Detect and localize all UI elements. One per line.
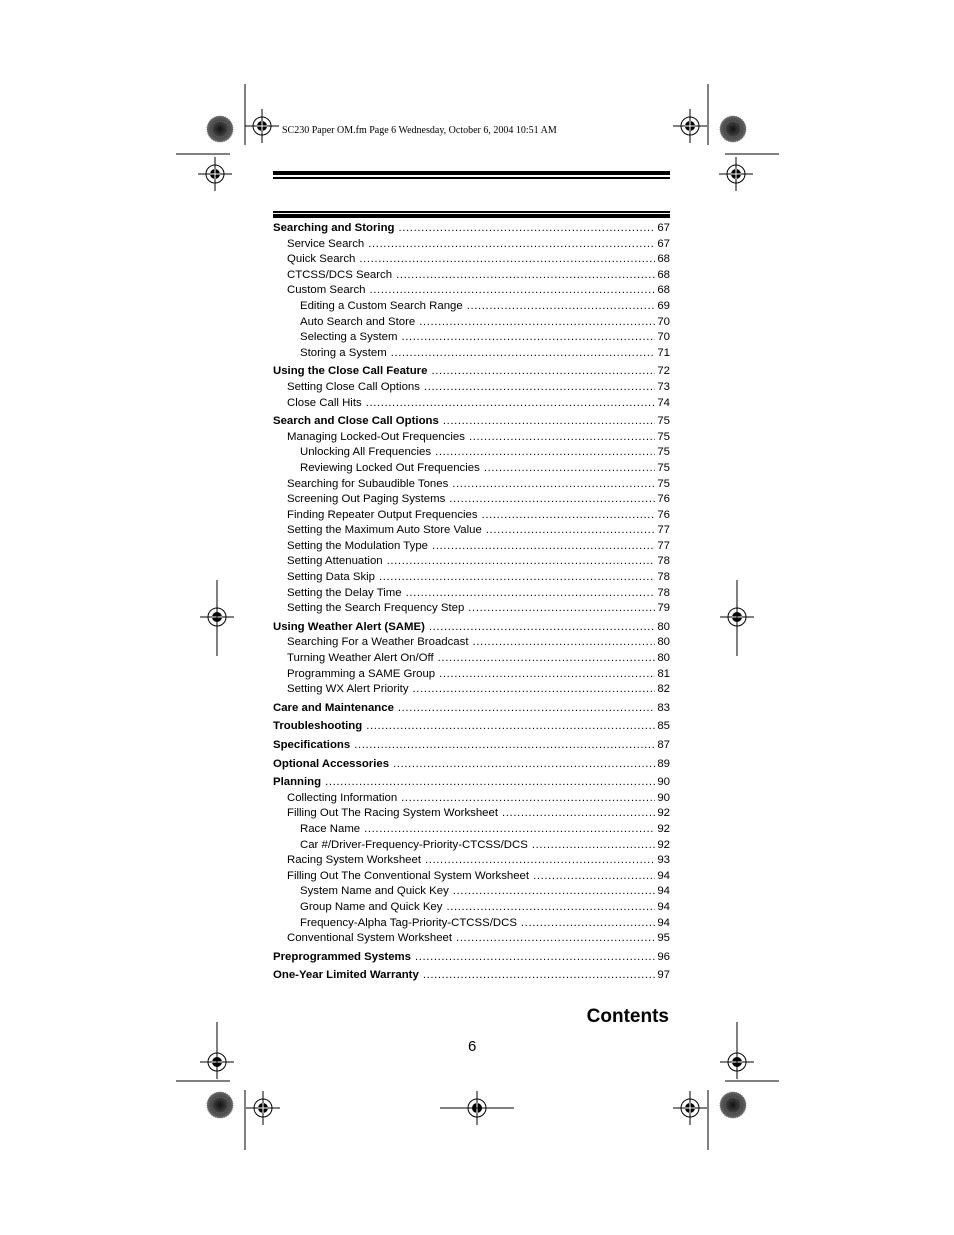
toc-entry bbox=[273, 283, 670, 299]
dot-leader bbox=[456, 931, 655, 947]
toc-entry-label: Searching for Subaudible Tones bbox=[287, 477, 449, 490]
toc-entry-page: 73 bbox=[657, 380, 670, 393]
toc-entry-label: Collecting Information bbox=[287, 791, 398, 804]
registration-mark-icon bbox=[673, 109, 707, 143]
dot-leader bbox=[364, 822, 655, 838]
star-target-icon bbox=[720, 1092, 746, 1118]
dot-leader bbox=[439, 667, 655, 683]
toc-entry-page: 85 bbox=[657, 720, 670, 733]
toc-entry-label: Setting Data Skip bbox=[287, 571, 376, 584]
toc-section-entry bbox=[273, 701, 670, 717]
toc-entry-page: 68 bbox=[657, 253, 670, 266]
dot-leader bbox=[415, 950, 655, 966]
toc-entry-page: 89 bbox=[657, 757, 670, 770]
dot-leader bbox=[432, 539, 655, 555]
toc-entry-label: Managing Locked-Out Frequencies bbox=[287, 430, 465, 443]
toc-entry-label: Planning bbox=[273, 776, 322, 789]
dot-leader bbox=[379, 570, 655, 586]
toc-entry-label: Filling Out The Racing System Worksheet bbox=[287, 807, 499, 820]
toc-entry-page: 95 bbox=[657, 932, 670, 945]
toc-entry bbox=[273, 806, 670, 822]
toc-entry bbox=[273, 477, 670, 493]
toc-entry-label: Close Call Hits bbox=[287, 396, 362, 409]
toc-entry-page: 75 bbox=[657, 415, 670, 428]
toc-entry-page: 93 bbox=[657, 854, 670, 867]
toc-entry-page: 70 bbox=[657, 331, 670, 344]
toc-entry-page: 82 bbox=[657, 683, 670, 696]
toc-entry-label: One-Year Limited Warranty bbox=[273, 969, 419, 982]
toc-entry bbox=[273, 268, 670, 284]
dot-leader bbox=[402, 330, 656, 346]
toc-entry-label: Programming a SAME Group bbox=[287, 667, 436, 680]
toc-entry bbox=[273, 299, 670, 315]
toc-section-entry bbox=[273, 775, 670, 791]
toc-entry bbox=[273, 601, 670, 617]
toc-entry-page: 92 bbox=[657, 822, 670, 835]
dot-leader bbox=[359, 252, 655, 268]
dot-leader bbox=[452, 477, 655, 493]
toc-entry-page: 87 bbox=[657, 739, 670, 751]
top-rule-thick bbox=[273, 171, 670, 175]
toc-entry-page: 75 bbox=[657, 430, 670, 443]
registration-mark-icon bbox=[720, 600, 754, 634]
toc-entry-page: 90 bbox=[657, 791, 670, 804]
dot-leader bbox=[533, 869, 655, 885]
toc-section-entry bbox=[273, 221, 670, 237]
top-rule-thin bbox=[273, 177, 670, 179]
dot-leader bbox=[482, 508, 656, 524]
toc-entry-page: 77 bbox=[657, 524, 670, 537]
toc-entry-page: 75 bbox=[657, 446, 670, 459]
toc-entry-page: 68 bbox=[657, 268, 670, 281]
toc-entry-label: Selecting a System bbox=[300, 331, 398, 344]
toc-entry-page: 81 bbox=[657, 667, 670, 680]
toc-entry-page: 72 bbox=[657, 365, 670, 378]
dot-leader bbox=[398, 701, 655, 717]
toc-section-entry bbox=[273, 968, 670, 984]
toc-entry-page: 75 bbox=[657, 477, 670, 490]
star-target-icon bbox=[720, 116, 746, 142]
toc-entry-label: Preprogrammed Systems bbox=[273, 950, 412, 963]
toc-section-entry bbox=[273, 738, 670, 754]
toc-entry bbox=[273, 916, 670, 932]
toc-entry-page: 77 bbox=[657, 539, 670, 552]
toc-entry-label: Optional Accessories bbox=[273, 757, 390, 770]
dot-leader bbox=[354, 738, 655, 754]
toc-entry bbox=[273, 430, 670, 446]
toc-entry-page: 83 bbox=[657, 701, 670, 714]
toc-entry-label: Unlocking All Frequencies bbox=[300, 446, 432, 459]
toc-entry bbox=[273, 791, 670, 807]
toc-entry-label: Searching and Storing bbox=[273, 222, 395, 234]
toc-entry-page: 78 bbox=[657, 571, 670, 584]
registration-mark-icon bbox=[198, 157, 232, 191]
toc-entry-label: Service Search bbox=[287, 237, 365, 250]
toc-entry-page: 76 bbox=[657, 493, 670, 506]
toc-section-entry bbox=[273, 620, 670, 636]
dot-leader bbox=[502, 806, 655, 822]
toc-entry-label: Setting the Maximum Auto Store Value bbox=[287, 524, 482, 537]
toc-entry-page: 97 bbox=[657, 969, 670, 982]
toc-entry-label: Turning Weather Alert On/Off bbox=[287, 652, 434, 665]
dot-leader bbox=[438, 651, 656, 667]
toc-entry bbox=[273, 330, 670, 346]
dot-leader bbox=[469, 430, 655, 446]
toc-entry-label: Using Weather Alert (SAME) bbox=[273, 620, 425, 633]
toc-entry bbox=[273, 884, 670, 900]
toc-entry-label: Screening Out Paging Systems bbox=[287, 493, 446, 506]
dot-leader bbox=[399, 221, 656, 237]
toc-entry bbox=[273, 667, 670, 683]
toc-entry-page: 78 bbox=[657, 586, 670, 599]
dot-leader bbox=[521, 916, 655, 932]
toc-entry bbox=[273, 570, 670, 586]
toc-entry-page: 90 bbox=[657, 776, 670, 789]
file-info-header: SC230 Paper OM.fm Page 6 Wednesday, October 6, 2004 10:51 AM bbox=[282, 125, 557, 136]
dot-leader bbox=[391, 346, 656, 362]
toc-section-entry bbox=[273, 757, 670, 773]
dot-leader bbox=[486, 523, 656, 539]
toc-entry-label: Setting Attenuation bbox=[287, 555, 383, 568]
registration-mark-icon bbox=[200, 600, 234, 634]
dot-leader bbox=[393, 757, 655, 773]
registration-mark-icon bbox=[245, 109, 279, 143]
toc-entry-page: 80 bbox=[657, 620, 670, 633]
toc-entry-page: 75 bbox=[657, 461, 670, 474]
toc-entry-label: CTCSS/DCS Search bbox=[287, 268, 393, 281]
dot-leader bbox=[435, 445, 655, 461]
toc-section-entry bbox=[273, 414, 670, 430]
star-target-icon bbox=[207, 1092, 233, 1118]
toc-entry-page: 80 bbox=[657, 652, 670, 665]
toc-entry-label: Conventional System Worksheet bbox=[287, 932, 453, 945]
toc-entry bbox=[273, 586, 670, 602]
toc-entry-label: Finding Repeater Output Frequencies bbox=[287, 508, 478, 521]
toc-entry-label: Filling Out The Conventional System Worksheet bbox=[287, 869, 530, 882]
toc-entry-label: Setting the Delay Time bbox=[287, 586, 402, 599]
registration-mark-icon bbox=[200, 1045, 234, 1079]
dot-leader bbox=[413, 682, 656, 698]
dot-leader bbox=[431, 364, 655, 380]
toc-entry-label: Storing a System bbox=[300, 346, 387, 359]
toc-entry-page: 96 bbox=[657, 950, 670, 963]
toc-entry-label: Setting the Modulation Type bbox=[287, 539, 429, 552]
toc-entry bbox=[273, 822, 670, 838]
page-number: 6 bbox=[468, 1038, 477, 1055]
toc-entry bbox=[273, 396, 670, 412]
registration-mark-icon bbox=[673, 1091, 707, 1125]
dot-leader bbox=[424, 380, 655, 396]
toc-entry bbox=[273, 237, 670, 253]
toc-entry-label: Editing a Custom Search Range bbox=[300, 299, 463, 312]
toc-entry bbox=[273, 252, 670, 268]
toc-section-entry bbox=[273, 719, 670, 735]
toc-entry bbox=[273, 492, 670, 508]
toc-entry-label: Race Name bbox=[300, 822, 361, 835]
toc-entry bbox=[273, 651, 670, 667]
toc-entry bbox=[273, 853, 670, 869]
toc-entry-page: 79 bbox=[657, 602, 670, 615]
toc-entry-page: 94 bbox=[657, 916, 670, 929]
dot-leader bbox=[366, 396, 656, 412]
toc-entry-label: Group Name and Quick Key bbox=[300, 900, 443, 913]
toc-entry bbox=[273, 900, 670, 916]
toc-entry-page: 94 bbox=[657, 885, 670, 898]
toc-entry bbox=[273, 554, 670, 570]
toc-entry bbox=[273, 523, 670, 539]
toc-entry-label: Quick Search bbox=[287, 253, 356, 266]
dot-leader bbox=[467, 299, 656, 315]
toc-entry bbox=[273, 508, 670, 524]
toc-entry-page: 78 bbox=[657, 555, 670, 568]
section-title: Contents bbox=[586, 1006, 669, 1027]
toc-entry-label: Specifications bbox=[273, 739, 351, 751]
toc-entry bbox=[273, 838, 670, 854]
dot-leader bbox=[468, 601, 655, 617]
table-of-contents bbox=[273, 221, 670, 984]
dot-leader bbox=[429, 620, 655, 636]
toc-entry-label: Setting the Search Frequency Step bbox=[287, 602, 465, 615]
toc-entry-page: 92 bbox=[657, 838, 670, 851]
registration-mark-icon bbox=[720, 1045, 754, 1079]
registration-mark-icon bbox=[719, 157, 753, 191]
toc-entry-page: 92 bbox=[657, 807, 670, 820]
dot-leader bbox=[446, 900, 655, 916]
dot-leader bbox=[484, 461, 656, 477]
toc-entry-label: Custom Search bbox=[287, 284, 366, 297]
dot-leader bbox=[368, 237, 655, 253]
toc-entry-page: 67 bbox=[657, 222, 670, 234]
toc-entry-label: Searching For a Weather Broadcast bbox=[287, 636, 469, 649]
toc-entry-page: 71 bbox=[657, 346, 670, 359]
toc-entry bbox=[273, 315, 670, 331]
dot-leader bbox=[425, 853, 655, 869]
toc-entry-label: Setting WX Alert Priority bbox=[287, 683, 409, 696]
toc-entry-page: 70 bbox=[657, 315, 670, 328]
toc-entry-label: Troubleshooting bbox=[273, 720, 363, 733]
toc-entry-page: 74 bbox=[657, 396, 670, 409]
dot-leader bbox=[423, 968, 656, 984]
dot-leader bbox=[396, 268, 655, 284]
toc-entry-label: System Name and Quick Key bbox=[300, 885, 449, 898]
dot-leader bbox=[387, 554, 656, 570]
toc-entry-page: 69 bbox=[657, 299, 670, 312]
registration-mark-icon bbox=[460, 1091, 494, 1125]
dot-leader bbox=[449, 492, 655, 508]
toc-rule-thin bbox=[273, 211, 670, 213]
toc-entry-label: Using the Close Call Feature bbox=[273, 365, 428, 378]
toc-entry-page: 94 bbox=[657, 900, 670, 913]
toc-entry bbox=[273, 931, 670, 947]
dot-leader bbox=[532, 838, 655, 854]
toc-entry-label: Reviewing Locked Out Frequencies bbox=[300, 461, 480, 474]
toc-entry bbox=[273, 539, 670, 555]
dot-leader bbox=[443, 414, 655, 430]
toc-entry-page: 68 bbox=[657, 284, 670, 297]
toc-entry bbox=[273, 445, 670, 461]
dot-leader bbox=[453, 884, 656, 900]
toc-section-entry bbox=[273, 950, 670, 966]
toc-entry-page: 67 bbox=[657, 237, 670, 250]
dot-leader bbox=[419, 315, 655, 331]
toc-entry bbox=[273, 682, 670, 698]
toc-entry-page: 76 bbox=[657, 508, 670, 521]
toc-rule-thick bbox=[273, 214, 670, 218]
toc-entry bbox=[273, 869, 670, 885]
toc-entry bbox=[273, 635, 670, 651]
registration-mark-icon bbox=[246, 1091, 280, 1125]
toc-entry-label: Auto Search and Store bbox=[300, 315, 416, 328]
toc-entry-label: Racing System Worksheet bbox=[287, 854, 421, 867]
dot-leader bbox=[366, 719, 655, 735]
toc-entry bbox=[273, 461, 670, 477]
toc-entry-label: Search and Close Call Options bbox=[273, 415, 439, 428]
toc-entry bbox=[273, 346, 670, 362]
toc-section-entry bbox=[273, 364, 670, 380]
dot-leader bbox=[401, 791, 655, 807]
toc-entry-label: Care and Maintenance bbox=[273, 701, 394, 714]
toc-entry-label: Frequency-Alpha Tag-Priority-CTCSS/DCS bbox=[300, 916, 517, 929]
dot-leader bbox=[370, 283, 656, 299]
star-target-icon bbox=[207, 116, 233, 142]
dot-leader bbox=[325, 775, 655, 791]
toc-entry-label: Setting Close Call Options bbox=[287, 380, 420, 393]
toc-entry-page: 94 bbox=[657, 869, 670, 882]
dot-leader bbox=[473, 635, 656, 651]
toc-entry-label: Car #/Driver-Frequency-Priority-CTCSS/DCS bbox=[300, 838, 528, 851]
toc-entry-page: 80 bbox=[657, 636, 670, 649]
toc-entry bbox=[273, 380, 670, 396]
dot-leader bbox=[406, 586, 656, 602]
